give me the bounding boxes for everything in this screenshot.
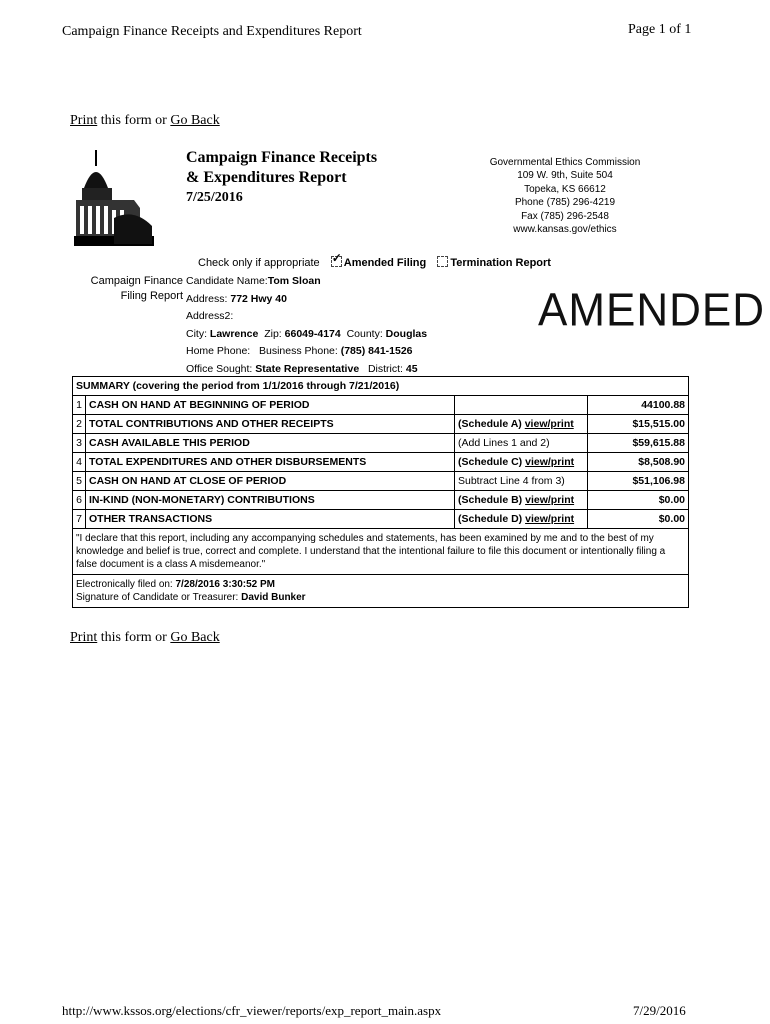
agency-website: www.kansas.gov/ethics [513, 224, 617, 236]
office-label: Office Sought: [186, 362, 253, 375]
line-number: 6 [73, 491, 86, 510]
summary-row [73, 434, 689, 453]
city-value: Lawrence [209, 327, 259, 340]
summary-row [73, 472, 689, 491]
line-amount: 44100.88 [588, 396, 689, 415]
line-amount: $0.00 [588, 510, 689, 529]
county-value: Douglas [385, 327, 428, 340]
summary-table [72, 376, 689, 608]
line-label: TOTAL CONTRIBUTIONS AND OTHER RECEIPTS [86, 415, 455, 434]
termination-report-label: Termination Report [450, 257, 551, 269]
address-label: Address: [186, 292, 228, 305]
summary-heading: SUMMARY (covering the period from 1/1/2016 through 7/21/2016) [73, 377, 689, 396]
amended-filing-checkbox[interactable] [331, 256, 342, 267]
office-value: State Representative [255, 362, 360, 375]
view-print-link[interactable]: view/print [525, 494, 575, 506]
line-label: TOTAL EXPENDITURES AND OTHER DISBURSEMENTS [86, 453, 455, 472]
signature-value: David Bunker [241, 592, 306, 603]
signature-cell [73, 575, 689, 608]
schedule-text: (Add Lines 1 and 2) [458, 437, 550, 449]
summary-row [73, 396, 689, 415]
signature-label: Signature of Candidate or Treasurer: [76, 592, 239, 603]
amended-filing-label: Amended Filing [343, 257, 427, 269]
schedule-cell [455, 491, 588, 510]
declaration-row [73, 529, 689, 575]
check-prompt: Check only if appropriate [198, 257, 320, 269]
filing-type-row [198, 256, 551, 269]
go-back-link[interactable]: Go Back [170, 113, 220, 128]
line-number: 7 [73, 510, 86, 529]
summary-heading-row [73, 377, 689, 396]
summary-row [73, 510, 689, 529]
line-label: CASH AVAILABLE THIS PERIOD [86, 434, 455, 453]
line-label: OTHER TRANSACTIONS [86, 510, 455, 529]
report-title-block [186, 148, 377, 208]
schedule-text: (Schedule C) [458, 456, 523, 468]
line-label: CASH ON HAND AT CLOSE OF PERIOD [86, 472, 455, 491]
home-phone-label: Home Phone: [186, 345, 251, 357]
declaration-text: "I declare that this report, including any accompanying schedules and statements, has been examined by me and to the best of my knowledge and belief is true, correct and complete. I understand that the intentional failure to file this document or intentionally filing a false document is a class A misdemeanor." [73, 529, 689, 575]
agency-address: 109 W. 9th, Suite 504 [517, 170, 613, 182]
agency-fax: Fax (785) 296-2548 [521, 210, 609, 222]
view-print-link[interactable]: view/print [524, 418, 574, 430]
line-amount: $59,615.88 [588, 434, 689, 453]
side-label-line-1: Campaign Finance [90, 275, 183, 287]
print-link[interactable]: Print [70, 113, 98, 128]
agency-contact-block [465, 156, 665, 236]
nav-links-bottom [70, 630, 220, 646]
line-number: 3 [73, 434, 86, 453]
filed-on-value: 7/28/2016 3:30:52 PM [175, 579, 276, 590]
line-number: 2 [73, 415, 86, 434]
summary-row [73, 453, 689, 472]
line-amount: $15,515.00 [588, 415, 689, 434]
line-label: IN-KIND (NON-MONETARY) CONTRIBUTIONS [86, 491, 455, 510]
line-number: 4 [73, 453, 86, 472]
schedule-cell [455, 510, 588, 529]
side-label-line-2: Filing Report [120, 290, 183, 302]
nav-links-top [70, 113, 220, 129]
amended-stamp: AMENDED [538, 284, 766, 337]
nav-text: this form or [100, 113, 167, 128]
signature-row [73, 575, 689, 608]
candidate-info [186, 273, 427, 378]
agency-phone: Phone (785) 296-4219 [514, 197, 616, 209]
county-label: County: [346, 327, 383, 340]
zip-value: 66049-4174 [284, 327, 341, 340]
termination-report-checkbox[interactable] [437, 256, 448, 267]
zip-label: Zip: [264, 327, 282, 340]
report-date: 7/25/2016 [186, 190, 243, 205]
candidate-name: Tom Sloan [267, 275, 321, 287]
form-side-label [89, 274, 183, 304]
district-label: District: [367, 362, 403, 375]
kansas-capitol-seal-icon [74, 148, 154, 246]
agency-city: Topeka, KS 66612 [524, 183, 606, 195]
print-footer-url: http://www.kssos.org/elections/cfr_viewer/reports/exp_report_main.aspx [62, 1003, 442, 1018]
print-link[interactable]: Print [70, 630, 98, 645]
report-title-line-1: Campaign Finance Receipts [186, 149, 378, 166]
city-label: City: [186, 327, 207, 340]
line-number: 1 [73, 396, 86, 415]
line-label: CASH ON HAND AT BEGINNING OF PERIOD [86, 396, 455, 415]
line-amount: $0.00 [588, 491, 689, 510]
schedule-cell [455, 415, 588, 434]
schedule-cell [455, 396, 588, 415]
schedule-text: (Schedule A) [458, 418, 522, 430]
schedule-text: (Schedule B) [458, 494, 523, 506]
agency-name: Governmental Ethics Commission [489, 157, 641, 168]
print-footer-date: 7/29/2016 [633, 1003, 686, 1018]
nav-text: this form or [100, 630, 167, 645]
business-phone-value: (785) 841-1526 [340, 345, 413, 357]
candidate-name-label: Candidate Name: [186, 275, 268, 287]
summary-row [73, 491, 689, 510]
address2-label: Address2: [186, 310, 234, 322]
print-header-page: Page 1 of 1 [628, 22, 692, 37]
line-number: 5 [73, 472, 86, 491]
schedule-cell [455, 434, 588, 453]
business-phone-label: Business Phone: [258, 345, 338, 357]
report-title-line-2: & Expenditures Report [186, 169, 347, 186]
line-amount: $8,508.90 [588, 453, 689, 472]
schedule-cell [455, 472, 588, 491]
district-value: 45 [405, 362, 418, 375]
address-value: 772 Hwy 40 [230, 292, 287, 305]
schedule-cell [455, 453, 588, 472]
schedule-text: Subtract Line 4 from 3) [458, 475, 565, 487]
summary-row [73, 415, 689, 434]
schedule-text: (Schedule D) [458, 513, 523, 525]
filed-on-label: Electronically filed on: [76, 579, 173, 590]
print-header-title: Campaign Finance Receipts and Expenditures Report [62, 24, 362, 39]
view-print-link[interactable]: view/print [525, 456, 575, 468]
line-amount: $51,106.98 [588, 472, 689, 491]
view-print-link[interactable]: view/print [525, 513, 575, 525]
go-back-link[interactable]: Go Back [170, 630, 220, 645]
